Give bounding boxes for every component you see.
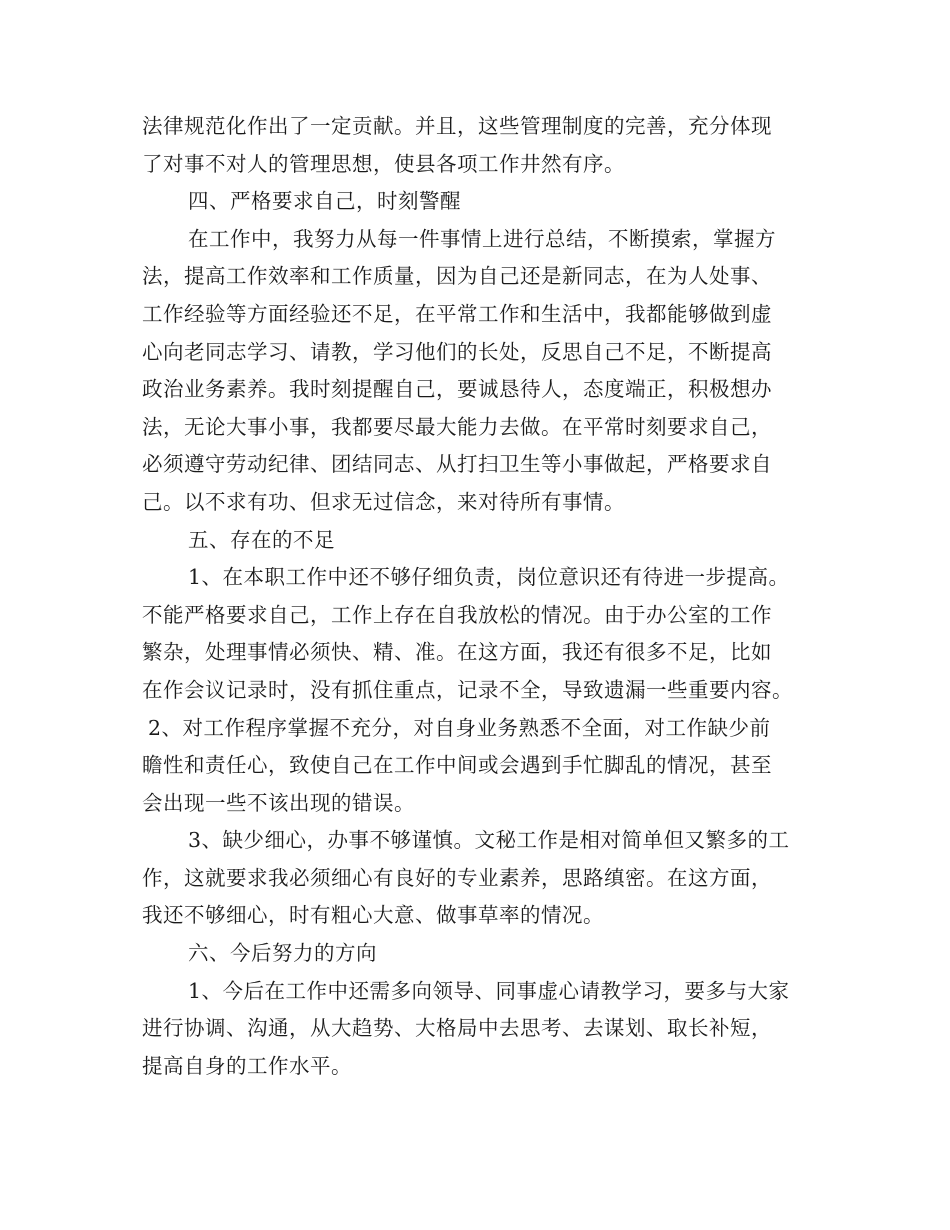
text-line: 瞻性和责任心，致使自己在工作中间或会遇到手忙脚乱的情况，甚至: [142, 753, 772, 778]
text-line: 五、存在的不足: [188, 527, 335, 552]
text-line: 政治业务素养。我时刻提醒自己，要诚恳待人，态度端正，积极想办: [142, 377, 772, 402]
text-line: 了对事不对人的管理思想，使县各项工作井然有序。: [142, 151, 625, 176]
text-line: 我还不够细心，时有粗心大意、做事草率的情况。: [142, 903, 604, 928]
text-line: 工作经验等方面经验还不足，在平常工作和生活中，我都能够做到虚: [142, 301, 772, 326]
text-line: 法，无论大事小事，我都要尽最大能力去做。在平常时刻要求自己，: [142, 414, 772, 439]
text-line: 必须遵守劳动纪律、团结同志、从打扫卫生等小事做起，严格要求自: [142, 452, 772, 477]
text-line: 繁杂，处理事情必须快、精、准。在这方面，我还有很多不足，比如: [142, 640, 772, 665]
text-line: 3、缺少细心，办事不够谨慎。文秘工作是相对简单但又繁多的工: [188, 828, 790, 853]
text-line: 1、今后在工作中还需多向领导、同事虚心请教学习，要多与大家: [188, 978, 790, 1003]
text-line: 己。以不求有功、但求无过信念，来对待所有事情。: [142, 489, 625, 514]
text-line: 在工作中，我努力从每一件事情上进行总结，不断摸索，掌握方: [188, 226, 776, 251]
text-line: 1、在本职工作中还不够仔细负责，岗位意识还有待进一步提高。: [188, 565, 790, 590]
text-line: 法律规范化作出了一定贡献。并且，这些管理制度的完善，充分体现: [142, 114, 772, 138]
text-line: 四、严格要求自己，时刻警醒: [188, 189, 461, 214]
text-line: 作，这就要求我必须细心有良好的专业素养，思路缜密。在这方面，: [142, 865, 772, 890]
text-line: 不能严格要求自己，工作上存在自我放松的情况。由于办公室的工作: [142, 602, 772, 627]
text-line: 在作会议记录时，没有抓住重点，记录不全，导致遗漏一些重要内容。: [142, 677, 793, 702]
text-line: 心向老同志学习、请教，学习他们的长处，反思自己不足，不断提高: [142, 339, 772, 364]
text-line: 法，提高工作效率和工作质量，因为自己还是新同志，在为人处事、: [142, 264, 772, 289]
text-line: 2、对工作程序掌握不充分，对自身业务熟悉不全面，对工作缺少前: [148, 715, 771, 740]
text-line: 会出现一些不该出现的错误。: [142, 790, 415, 815]
text-line: 六、今后努力的方向: [188, 941, 377, 966]
text-line: 进行协调、沟通，从大趋势、大格局中去思考、去谋划、取长补短，: [142, 1016, 772, 1041]
document-body: [142, 108, 812, 1085]
text-line: 提高自身的工作水平。: [142, 1053, 352, 1078]
